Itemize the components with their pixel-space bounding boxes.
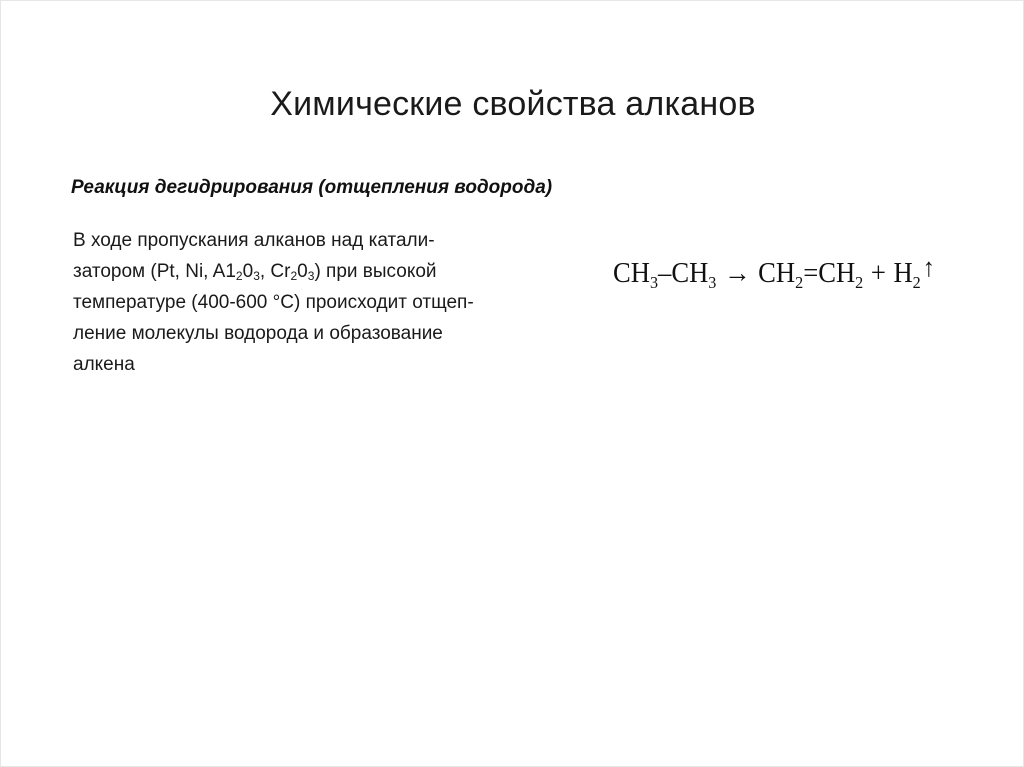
eq-sub-5: 2 bbox=[912, 273, 921, 292]
body-line-5: алкена bbox=[73, 354, 135, 375]
eq-ch-2: –CH bbox=[658, 258, 709, 289]
body-line-2-sub-3: 2 bbox=[290, 269, 298, 283]
slide-title: Химические свойства алканов bbox=[270, 85, 756, 123]
body-line-2-text-d: 0 bbox=[297, 261, 308, 282]
reaction-arrow-icon: → bbox=[723, 258, 751, 289]
body-line-2-text-b: 0 bbox=[242, 261, 254, 282]
gas-release-arrow-icon: ↑ bbox=[922, 253, 935, 282]
eq-sub-3: 2 bbox=[795, 273, 804, 292]
eq-sub-4: 2 bbox=[855, 273, 864, 292]
body-line-2-sub-4: 3 bbox=[307, 269, 315, 283]
body-line-2-text-a: затором (Pt, Ni, A1 bbox=[73, 261, 236, 282]
body-line-1: В ходе пропускания алканов над катали- bbox=[73, 230, 435, 251]
body-line-4: ление молекулы водорода и образование bbox=[73, 323, 443, 344]
body-line-2-sub-1: 2 bbox=[235, 269, 243, 283]
eq-ch-1: CH bbox=[613, 258, 650, 289]
body-line-2-text-c: , Cr bbox=[259, 261, 291, 282]
eq-sub-2: 3 bbox=[708, 273, 717, 292]
section-subtitle: Реакция дегидрирования (отщепления водорода) bbox=[71, 177, 553, 198]
eq-h: H bbox=[893, 258, 913, 289]
body-line-2-sub-2: 3 bbox=[253, 269, 260, 283]
eq-ch-3: CH bbox=[758, 258, 796, 289]
eq-sub-1: 3 bbox=[649, 273, 659, 292]
body-paragraph bbox=[73, 225, 583, 380]
body-line-2 bbox=[73, 256, 583, 287]
reaction-equation bbox=[613, 253, 935, 290]
eq-ch-4: =CH bbox=[803, 258, 856, 289]
body-line-2-text-e: ) при высокой bbox=[314, 261, 437, 282]
eq-plus: + bbox=[870, 258, 886, 289]
body-line-3: температуре (400-600 °С) происходит отщеп- bbox=[73, 292, 474, 313]
